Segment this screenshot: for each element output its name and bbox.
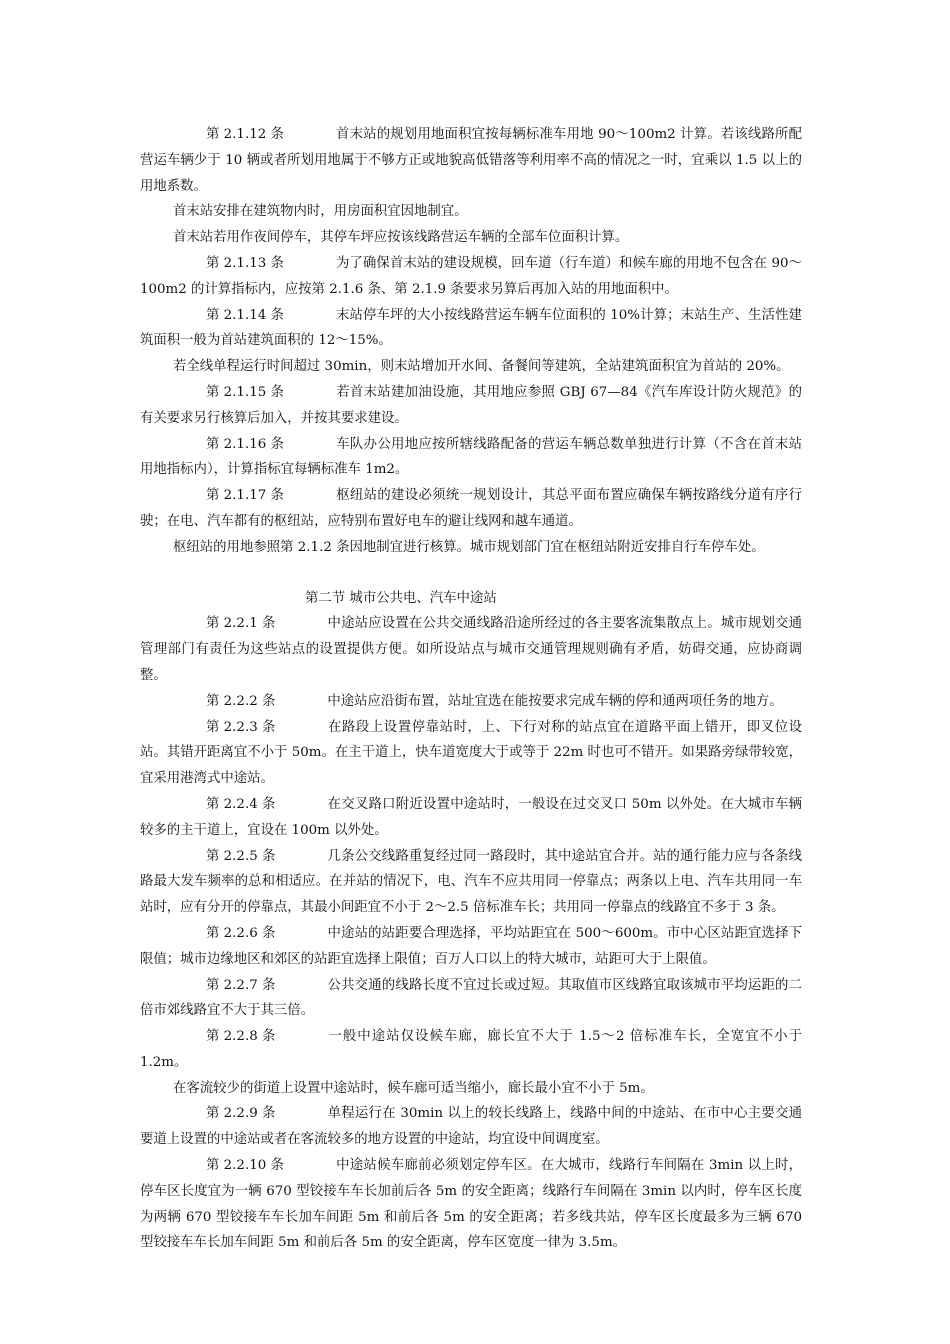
- clause-paragraph: [140, 1101, 802, 1153]
- clause-number: 第 2.2.1 条: [206, 616, 276, 632]
- body-paragraph: [140, 354, 802, 380]
- clause-number: 第 2.2.6 条: [206, 925, 276, 941]
- clause-text: 若首末站建加油设施，其用地应参照 GBJ 67—84《汽车库设计防火规范》的有关要求另行核算后加入，并按其要求建设。: [140, 384, 802, 426]
- clause-text: 中途站应沿街布置，站址宜选在能按要求完成车辆的停和通两项任务的地方。: [327, 693, 783, 709]
- clause-text: 中途站候车廊前必须划定停车区。在大城市，线路行车间隔在 3min 以上时，停车区长度宜为一辆 670 型铰接车车长加前后各 5m 的安全距离；线路行车间隔在 3min 以内时，停车区长度为两辆 670 型铰接车车长加车间距 5m 和前后各 5m 的安全距离；若多线共站，停车区长度最多为三辆 670 型铰接车车长加车间距 5m 和前后各 5m 的安全距离，停车区宽度一律为 3.5m。: [140, 1158, 802, 1251]
- clause-number: 第 2.1.13 条: [206, 255, 284, 271]
- clause-number: 第 2.2.8 条: [206, 1029, 276, 1045]
- body-paragraph: [140, 1076, 802, 1102]
- clause-text: 首末站若用作夜间停车，其停车坪应按该线路营运车辆的全部车位面积计算。: [173, 230, 629, 246]
- clause-text: 在交叉路口附近设置中途站时，一般设在过交叉口 50m 以外处。在大城市车辆较多的主干道上，宜设在 100m 以外处。: [140, 796, 802, 838]
- clause-number: 第 2.1.12 条: [206, 127, 284, 142]
- clause-paragraph: [140, 251, 802, 303]
- clause-paragraph: [140, 844, 802, 921]
- clause-number: 第 2.2.7 条: [206, 977, 276, 993]
- clause-text: 中途站的站距要合理选择，平均站距宜在 500～600m。市中心区站距宜选择下限值；城市边缘地区和郊区的站距宜选择上限值；百万人口以上的特大城市，站距可大于上限值。: [140, 925, 802, 967]
- clause-number: 第 2.2.10 条: [206, 1158, 284, 1174]
- clause-paragraph: [140, 973, 802, 1025]
- clause-number: 第 2.2.2 条: [206, 693, 276, 709]
- document-body: [140, 122, 802, 1256]
- clause-paragraph: [140, 122, 802, 199]
- clause-paragraph: [140, 1024, 802, 1076]
- clause-number: 第 2.2.9 条: [206, 1106, 276, 1122]
- clause-text: 首末站安排在建筑物内时，用房面积宜因地制宜。: [173, 204, 468, 220]
- clause-text: 枢纽站的建设必须统一规划设计，其总平面布置应确保车辆按路线分道有序行驶；在电、汽车都有的枢纽站，应特别布置好电车的避让线网和越车通道。: [140, 488, 802, 529]
- clause-paragraph: [140, 432, 802, 484]
- clause-number: 第 2.1.16 条: [206, 436, 284, 452]
- clause-paragraph: [140, 380, 802, 432]
- section-title: 第二节 城市公共电、汽车中途站: [305, 590, 497, 606]
- clause-number: 第 2.1.14 条: [206, 307, 284, 323]
- clause-paragraph: [140, 1153, 802, 1256]
- clause-text: 若全线单程运行时间超过 30min，则末站增加开水间、备餐间等建筑，全站建筑面积宜为首站的 20%。: [173, 359, 790, 375]
- clause-text: 车队办公用地应按所辖线路配备的营运车辆总数单独进行计算（不含在首末站用地指标内），计算指标宜每辆标准车 1m2。: [140, 436, 802, 478]
- section-2-2: [140, 611, 802, 1256]
- clause-paragraph: [140, 303, 802, 355]
- clause-paragraph: [140, 792, 802, 844]
- clause-paragraph: [140, 483, 802, 535]
- clause-text: 一般中途站仅设候车廊，廊长宜不大于 1.5～2 倍标准车长，全宽宜不小于 1.2m。: [140, 1029, 802, 1070]
- clause-text: 为了确保首末站的建设规模，回车道（行车道）和候车廊的用地不包含在 90～100m2 的计算指标内，应按第 2.1.6 条、第 2.1.9 条要求另算后再加入站的用地面积中。: [140, 255, 802, 297]
- body-paragraph: [140, 199, 802, 225]
- clause-paragraph: [140, 715, 802, 792]
- clause-paragraph: [140, 689, 802, 715]
- clause-text: 首末站的规划用地面积宜按每辆标准车用地 90～100m2 计算。若该线路所配营运车辆少于 10 辆或者所划用地属于不够方正或地貌高低错落等利用率不高的情况之一时，宜乘以 1.5 以上的用地系数。: [140, 127, 802, 194]
- clause-paragraph: [140, 921, 802, 973]
- clause-number: 第 2.2.4 条: [206, 796, 276, 812]
- clause-number: 第 2.1.15 条: [206, 384, 284, 400]
- clause-text: 公共交通的线路长度不宜过长或过短。其取值市区线路宜取该城市平均运距的二倍市郊线路宜不大于其三倍。: [140, 977, 802, 1019]
- section-2-1-continued: [140, 122, 802, 561]
- clause-text: 中途站应设置在公共交通线路沿途所经过的各主要客流集散点上。城市规划交通管理部门有责任为这些站点的设置提供方便。如所设站点与城市交通管理规则确有矛盾，妨碍交通，应协商调整。: [140, 616, 802, 683]
- clause-text: 末站停车坪的大小按线路营运车辆车位面积的 10%计算；末站生产、生活性建筑面积一般为首站建筑面积的 12～15%。: [140, 307, 802, 349]
- clause-text: 单程运行在 30min 以上的较长线路上，线路中间的中途站、在市中心主要交通要道上设置的中途站或者在客流较多的地方设置的中途站，均宜设中间调度室。: [140, 1106, 802, 1148]
- clause-text: 在客流较少的街道上设置中途站时，候车廊可适当缩小，廊长最小宜不小于 5m。: [173, 1080, 654, 1096]
- clause-number: 第 2.2.5 条: [206, 848, 276, 864]
- clause-text: 在路段上设置停靠站时，上、下行对称的站点宜在道路平面上错开，即叉位设站。其错开距离宜不小于 50m。在主干道上，快车道宽度大于或等于 22m 时也可不错开。如果路旁绿带较宽，宜采用港湾式中途站。: [140, 719, 802, 787]
- clause-text: 几条公交线路重复经过同一路段时，其中途站宜合并。站的通行能力应与各条线路最大发车频率的总和相适应。在并站的情况下，电、汽车不应共用同一停靠点；两条以上电、汽车共用同一车站时，应有分开的停靠点，其最小间距宜不小于 2～2.5 倍标准车长；共用同一停靠点的线路宜不多于 3 条。: [140, 848, 802, 916]
- body-paragraph: [140, 225, 802, 251]
- clause-text: 枢纽站的用地参照第 2.1.2 条因地制宜进行核算。城市规划部门宜在枢纽站附近安排自行车停车处。: [173, 539, 765, 555]
- body-paragraph: [140, 535, 802, 561]
- clause-number: 第 2.1.17 条: [206, 488, 284, 504]
- clause-paragraph: [140, 611, 802, 688]
- clause-number: 第 2.2.3 条: [206, 719, 276, 735]
